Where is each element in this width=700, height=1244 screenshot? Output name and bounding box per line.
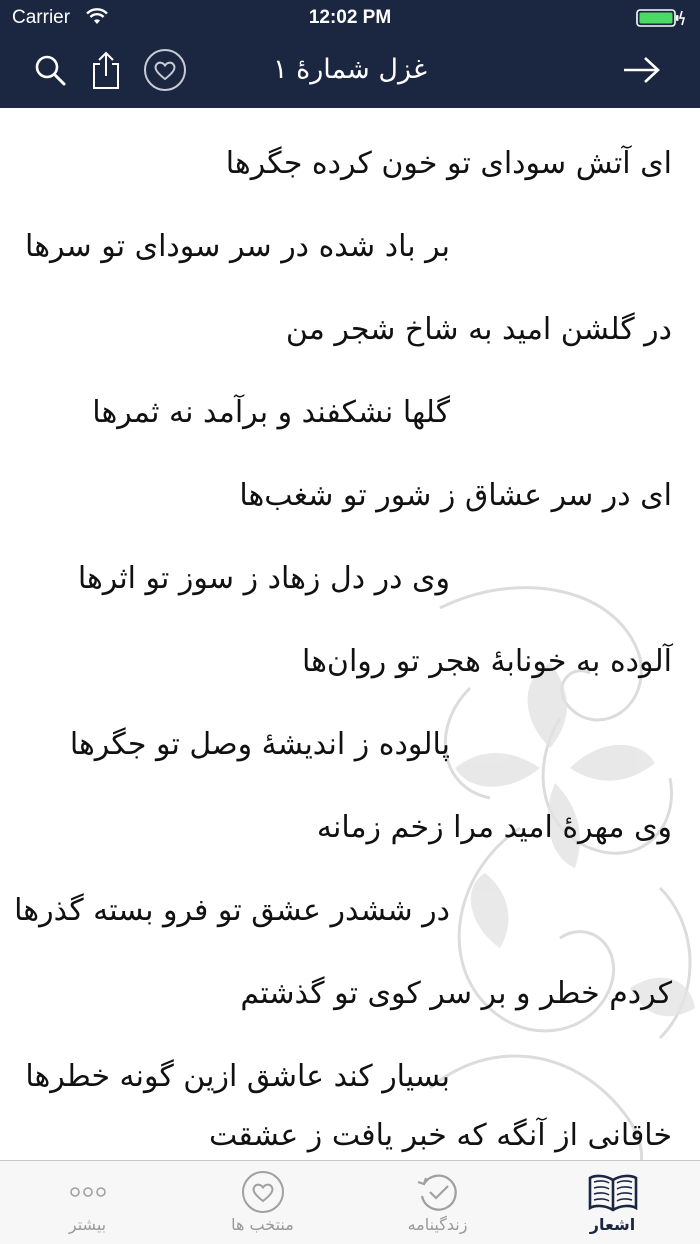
search-icon bbox=[33, 53, 67, 91]
more-icon bbox=[0, 1169, 175, 1215]
heart-icon bbox=[175, 1169, 350, 1215]
share-icon bbox=[89, 50, 123, 94]
tab-label: بیشتر bbox=[68, 1215, 107, 1234]
arrow-right-icon bbox=[622, 55, 662, 89]
verse-line-8: پالوده ز اندیشهٔ وصل تو جگرها bbox=[69, 727, 450, 762]
status-bar bbox=[0, 0, 700, 36]
tab-poems[interactable] bbox=[525, 1161, 700, 1244]
favorite-button[interactable] bbox=[138, 36, 192, 108]
nav-bar bbox=[0, 36, 700, 108]
verse-line-12: بسیار کند عاشق ازین گونه خطرها bbox=[25, 1059, 450, 1094]
verse-line-1: ای آتش سودای تو خون کرده جگرها bbox=[225, 146, 672, 181]
page-title: غزل شمارهٔ ۱ bbox=[273, 54, 427, 85]
tab-label: اشعار bbox=[589, 1215, 636, 1234]
poem-content[interactable] bbox=[0, 108, 700, 1160]
top-bar bbox=[0, 0, 700, 108]
verse-line-13: خاقانی از آنگه که خبر یافت ز عشقت bbox=[208, 1118, 672, 1153]
search-button[interactable] bbox=[24, 36, 76, 108]
verse-line-7: آلوده به خونابهٔ هجر تو روان‌ها bbox=[301, 644, 672, 679]
status-time: 12:02 PM bbox=[308, 7, 392, 28]
tab-favorites[interactable] bbox=[175, 1161, 350, 1244]
verse-line-5: ای در سر عشاق ز شور تو شغب‌ها bbox=[239, 478, 672, 513]
tab-label: زندگینامه bbox=[407, 1215, 468, 1234]
verse-line-10: در ششدر عشق تو فرو بسته گذرها bbox=[14, 893, 450, 928]
verse-line-4: گلها نشکفند و برآمد نه ثمرها bbox=[92, 395, 450, 430]
heart-icon bbox=[142, 47, 188, 97]
verse-line-11: کردم خطر و بر سر کوی تو گذشتم bbox=[240, 976, 672, 1011]
back-button[interactable] bbox=[614, 36, 670, 108]
verse-line-6: وی در دل زهاد ز سوز تو اثرها bbox=[77, 561, 450, 596]
verse-line-3: در گلشن امید به شاخ شجر من bbox=[285, 312, 672, 347]
tab-biography[interactable] bbox=[350, 1161, 525, 1244]
carrier-label: Carrier bbox=[12, 7, 71, 28]
tab-more[interactable] bbox=[0, 1161, 175, 1244]
book-icon bbox=[525, 1169, 700, 1215]
battery-icon bbox=[636, 8, 688, 32]
verse-line-2: بر باد شده در سر سودای تو سرها bbox=[25, 229, 450, 264]
verse-line-9: وی مهرهٔ امید مرا زخم زمانه bbox=[316, 810, 672, 845]
tab-bar bbox=[0, 1160, 700, 1244]
history-icon bbox=[350, 1169, 525, 1215]
share-button[interactable] bbox=[82, 36, 130, 108]
tab-label: منتخب ها bbox=[231, 1215, 294, 1234]
